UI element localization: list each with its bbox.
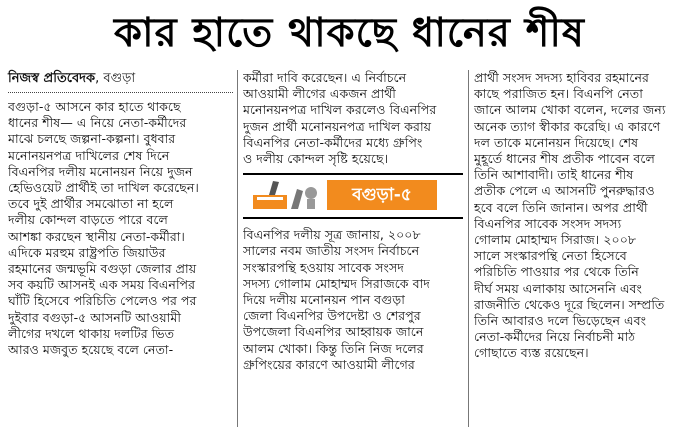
text-line: বিএনপির দলীয় সূত্র জানায়, ২০০৮ — [243, 227, 421, 243]
text-line: সালে সংস্কারপন্থি নেতা হিসেবে — [474, 248, 627, 264]
text-line: প্রতীক পেলে এ আসনটি পুনরুদ্ধারও — [474, 183, 655, 199]
headline: কার হাতে থাকছে ধানের শীষ — [114, 10, 585, 56]
text-line: সদস্য গোলাম মোহাম্মদ সিরাজকে বাদ — [243, 275, 430, 291]
text-line: গোছাতে ব্যস্ত রয়েছেন। — [474, 345, 589, 361]
column-3-text — [474, 70, 693, 362]
text-line: দুজন প্রার্থী মনোনয়নপত্র দাখিল করায় — [243, 118, 432, 134]
column-1 — [8, 70, 233, 427]
text-line: মাঝে চলছে জল্পনা-কল্পনা। বুধবার — [8, 131, 176, 147]
text-line: রাজনীতি থেকেও দূরে ছিলেন। সম্প্রতি — [474, 296, 665, 312]
text-line: সংস্কারপন্থি হওয়ায় সাবেক সংসদ — [243, 259, 404, 275]
byline-place: বগুড়া — [103, 71, 136, 86]
text-line: হেভিওয়েট প্রার্থীই তা দাখিল করেছেন। — [8, 180, 199, 196]
text-line: বিএনপির সাবেক সংসদ সদস্য — [474, 215, 622, 231]
text-line: মুহূর্তে ধানের শীষ প্রতীক পাবেন বলে — [474, 151, 655, 167]
column-divider — [237, 70, 238, 427]
column-1-text — [8, 99, 233, 358]
ballot-box-icon — [251, 179, 323, 211]
byline-reporter: নিজস্ব প্রতিবেদক — [8, 71, 96, 86]
text-line: জানে আলম খোকা বলেন, দলের জন্য — [474, 102, 666, 118]
column-2-text-top — [243, 70, 463, 167]
text-line: ও দলীয় কোন্দল সৃষ্টি হয়েছে। — [243, 151, 389, 167]
text-line: আওয়ামী লীগের একজন প্রার্থী — [243, 86, 396, 102]
column-divider — [468, 70, 469, 427]
text-line: মনোনয়নপত্র দাখিল করলেও বিএনপির — [243, 102, 437, 118]
text-line: দল তাকে মনোনয়ন দিয়েছে। শেষ — [474, 134, 639, 150]
text-line: দীর্ঘ সময় এলাকায় আসেননি এবং — [474, 280, 642, 296]
text-line: আশঙ্কা করছেন স্থানীয় নেতা-কর্মীরা। — [8, 228, 185, 244]
column-3 — [474, 70, 693, 427]
text-line: জেলা বিএনপির উপদেষ্টা ও শেরপুর — [243, 308, 421, 324]
text-line: বিএনপির নেতা-কর্মীদের মধ্যে গ্রুপিং — [243, 134, 423, 150]
column-2 — [243, 70, 463, 427]
text-line: কাছে পরাজিত হন। বিএনপি নেতা — [474, 86, 643, 102]
text-line: এদিকে মরহুম রাষ্ট্রপতি জিয়াউর — [8, 244, 166, 260]
subhead-label: বগুড়া-৫ — [327, 180, 437, 210]
text-line: সব কয়টি আসনই এক সময় বিএনপির — [8, 277, 196, 293]
text-line: ঘাঁটি হিসেবে পরিচিতি পেলেও পর পর — [8, 293, 197, 309]
text-line: কর্মীরা দাবি করেছেন। এ নির্বাচনে — [243, 70, 407, 85]
text-line: আলম খোকা। কিন্তু তিনি নিজ দলের — [243, 340, 424, 356]
text-line: মনোনয়নপত্র দাখিলের শেষ দিনে — [8, 147, 170, 163]
text-line: তিনি আবারও দলে ভিড়েছেন এবং — [474, 313, 647, 329]
text-line: সালের নবম জাতীয় সংসদ নির্বাচনে — [243, 243, 420, 259]
text-line: উপজেলা বিএনপির আহ্বায়ক জানে — [243, 324, 424, 340]
text-line: দলীয় কোন্দল বাড়তে পারে বলে — [8, 212, 168, 228]
text-line: তিনি আশাবাদী। তাই ধানের শীষ — [474, 167, 634, 183]
text-line: তবে দুই প্রার্থীর সমঝোতা না হলে — [8, 196, 174, 212]
text-line: প্রার্থী সংসদ সদস্য হাবিবর রহমানের — [474, 70, 649, 85]
text-line: পরিচিতি পাওয়ার পর থেকে তিনি — [474, 264, 639, 280]
text-line: হবে বলে তিনি জানান। অপর প্রার্থী — [474, 199, 648, 215]
text-line: গোলাম মোহাম্মদ সিরাজ। ২০০৮ — [474, 232, 637, 248]
byline — [8, 70, 233, 93]
text-line: আরও মজবুত হয়েছে বলে নেতা- — [8, 342, 174, 358]
text-line: রহমানের জন্মভূমি বগুড়া জেলার প্রায় — [8, 261, 197, 277]
text-line: দিয়ে দলীয় মনোনয়ন পান বগুড়া — [243, 292, 405, 308]
text-line: বিএনপির দলীয় মনোনয়ন নিয়ে দুজন — [8, 163, 193, 179]
column-2-text-bottom — [243, 227, 463, 373]
text-line: বগুড়া-৫ আসনে কার হাতে থাকছে — [8, 99, 181, 114]
text-line: দুইবার বগুড়া-৫ আসনটি আওয়ামী — [8, 309, 181, 325]
text-line: ধানের শীষ— এ নিয়ে নেতা-কর্মীদের — [8, 115, 187, 131]
text-line: অনেক ত্যাগ স্বীকার করেছি। এ কারণে — [474, 118, 661, 134]
byline-separator: , — [95, 71, 104, 86]
text-line: গ্রুপিংয়ের কারণে আওয়ামী লীগের — [243, 356, 415, 372]
text-line: নেতা-কর্মীদের নিয়ে নির্বাচনী মাঠ — [474, 329, 635, 345]
text-line: লীগের দখলে থাকায় দলটির ভিত — [8, 325, 175, 341]
subhead-box — [243, 173, 463, 219]
